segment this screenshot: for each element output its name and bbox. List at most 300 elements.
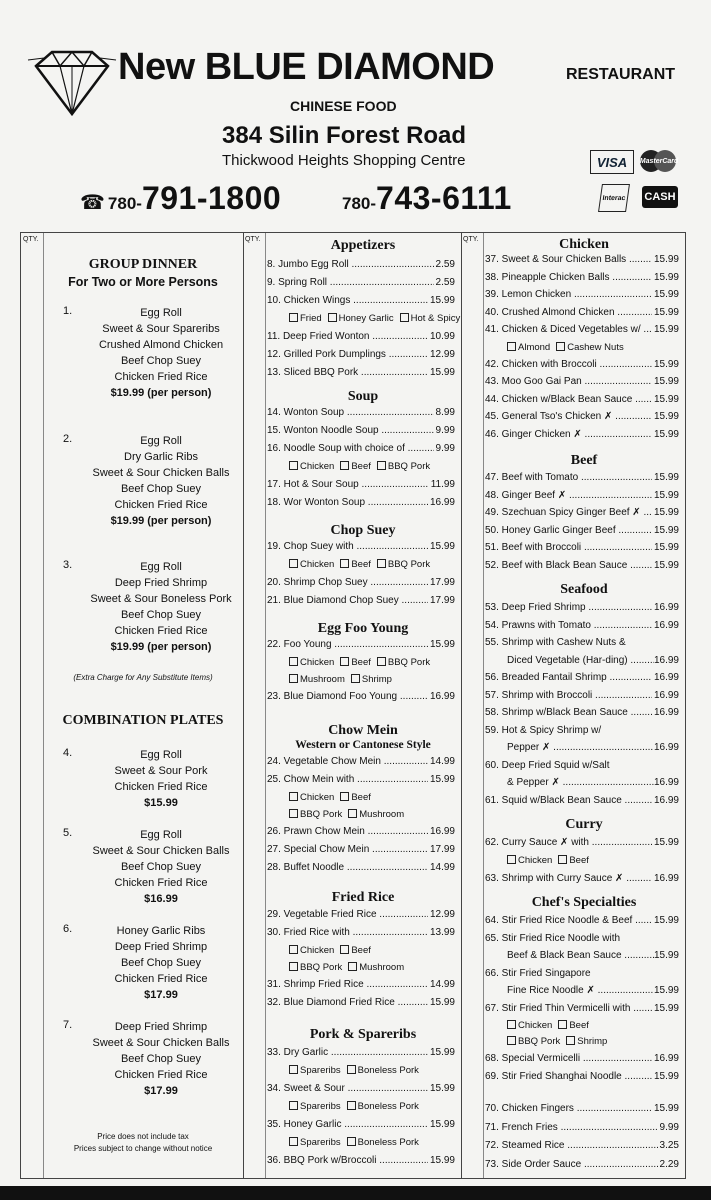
- checkbox-icon[interactable]: [289, 657, 298, 666]
- item-name: 8. Jumbo Egg Roll .....: [267, 257, 434, 273]
- cash-icon: CASH: [642, 186, 678, 208]
- menu-item[interactable]: [485, 488, 679, 504]
- menu-item[interactable]: [267, 593, 455, 609]
- menu-item[interactable]: [267, 860, 455, 876]
- item-price: 15.99: [653, 411, 679, 422]
- item-name: 28. Buffet Noodle .....: [267, 860, 428, 876]
- set-item: Beef Chop Suey: [120, 957, 202, 969]
- menu-item[interactable]: [485, 1069, 679, 1085]
- menu-item[interactable]: [267, 1153, 455, 1169]
- item-name: 13. Sliced BBQ Pork .....: [267, 365, 428, 381]
- menu-item[interactable]: [267, 754, 455, 770]
- checkbox-icon[interactable]: [348, 809, 357, 818]
- set-item: Egg Roll: [140, 561, 182, 573]
- beef-heading: Beef: [570, 453, 598, 468]
- item-name: 24. Vegetable Chow Mein .....: [267, 754, 428, 770]
- menu-item[interactable]: [485, 1138, 679, 1154]
- checkbox-icon[interactable]: [377, 657, 386, 666]
- option-checkboxes: [289, 943, 459, 958]
- restaurant-label: RESTAURANT: [566, 66, 676, 83]
- item-name: 12. Grilled Pork Dumplings .....: [267, 347, 428, 363]
- menu-item-line: [485, 966, 679, 982]
- item-name: 67. Stir Fried Thin Vermicelli with .....: [485, 1001, 652, 1017]
- item-price: 14.99: [429, 756, 455, 767]
- item-name: 41. Chicken & Diced Vegetables w/ .....: [485, 322, 652, 338]
- combination-plate[interactable]: [85, 923, 237, 1003]
- set-item: Beef Chop Suey: [120, 861, 202, 873]
- checkbox-icon[interactable]: [340, 792, 349, 801]
- checkbox-icon[interactable]: [507, 1020, 516, 1029]
- menu-item[interactable]: [485, 523, 679, 539]
- item-price: 13.99: [429, 927, 455, 938]
- option-checkbox[interactable]: Beef: [340, 945, 371, 956]
- item-price: 16.99: [653, 794, 679, 806]
- combination-plate[interactable]: [85, 747, 237, 811]
- item-price: 15.99: [429, 997, 455, 1008]
- menu-item[interactable]: [485, 505, 679, 521]
- set-item: Deep Fried Shrimp: [114, 1021, 208, 1033]
- chop-suey-heading: Chop Suey: [330, 523, 396, 538]
- option-checkbox[interactable]: Chicken: [289, 559, 334, 570]
- item-price: 14.99: [429, 862, 455, 873]
- item-name: 71. French Fries .....: [485, 1120, 658, 1136]
- chefs-specialties-heading: Chef's Specialties: [531, 895, 637, 910]
- item-price: 15.99: [429, 774, 455, 785]
- option-checkboxes: [289, 960, 459, 975]
- option-checkbox[interactable]: Chicken: [289, 945, 334, 956]
- menu-item[interactable]: [267, 365, 455, 381]
- option-checkbox[interactable]: Spareribs: [289, 1101, 341, 1112]
- menu-item[interactable]: [485, 470, 679, 486]
- menu-item[interactable]: [507, 740, 679, 756]
- checkbox-icon[interactable]: [558, 855, 567, 864]
- appetizers-heading: Appetizers: [330, 238, 396, 253]
- menu-item[interactable]: [485, 374, 679, 390]
- group-dinner-set[interactable]: [85, 559, 237, 655]
- item-name: 22. Foo Young .....: [267, 637, 428, 653]
- item-name: 27. Special Chow Mein .....: [267, 842, 428, 858]
- menu-item[interactable]: [267, 995, 455, 1011]
- set-item: Sweet & Sour Chicken Balls: [92, 467, 230, 479]
- option-checkbox[interactable]: Boneless Pork: [347, 1101, 419, 1112]
- checkbox-icon[interactable]: [347, 1137, 356, 1146]
- price-change-note: Prices subject to change without notice: [73, 1144, 213, 1153]
- checkbox-icon[interactable]: [340, 461, 349, 470]
- item-price: 9.99: [435, 425, 455, 436]
- menu-item[interactable]: [267, 477, 455, 493]
- menu-item[interactable]: [267, 293, 455, 309]
- item-number: 2.: [63, 433, 73, 445]
- qty-column: [243, 233, 266, 1178]
- diamond-logo-icon: [26, 48, 118, 118]
- menu-item[interactable]: [267, 637, 455, 653]
- item-price: 16.99: [653, 602, 679, 613]
- checkbox-icon[interactable]: [328, 313, 337, 322]
- phone-1-area: 780-: [107, 194, 142, 213]
- menu-item[interactable]: [267, 329, 455, 345]
- checkbox-icon[interactable]: [377, 559, 386, 568]
- item-price: 16.99: [429, 691, 455, 702]
- menu-item-line: [485, 758, 679, 774]
- item-price: 16.99: [653, 654, 679, 666]
- option-checkboxes: [289, 790, 459, 805]
- option-checkbox[interactable]: Beef: [340, 559, 371, 570]
- item-price: 15.99: [429, 1119, 455, 1130]
- menu-item-line: [485, 723, 679, 739]
- soup-heading: Soup: [347, 389, 379, 404]
- checkbox-icon[interactable]: [558, 1020, 567, 1029]
- item-name: 26. Prawn Chow Mein .....: [267, 824, 428, 840]
- item-price: 15.99: [653, 985, 679, 996]
- phone-1-number: 791-1800: [141, 180, 282, 216]
- item-name: 61. Squid w/Black Bean Sauce .....: [485, 793, 652, 809]
- menu-item[interactable]: [507, 948, 679, 964]
- item-name: 56. Breaded Fantail Shrimp .....: [485, 670, 652, 686]
- option-checkbox[interactable]: Mushroom: [289, 674, 345, 685]
- option-checkbox[interactable]: Beef: [558, 1020, 589, 1031]
- menu-item[interactable]: [267, 495, 455, 511]
- combination-plate[interactable]: [85, 827, 237, 907]
- menu-item[interactable]: [485, 540, 679, 556]
- checkbox-icon[interactable]: [289, 1065, 298, 1074]
- set-item: Dry Garlic Ribs: [124, 451, 198, 463]
- set-item: Beef Chop Suey: [120, 483, 202, 495]
- qty-column: [461, 233, 484, 1178]
- item-number: 4.: [63, 747, 73, 759]
- cuisine-label: CHINESE FOOD: [290, 98, 397, 114]
- menu-body: [20, 232, 686, 1179]
- menu-item[interactable]: [485, 1051, 679, 1067]
- option-checkbox[interactable]: Beef: [558, 855, 589, 866]
- item-name: 19. Chop Suey with .....: [267, 539, 428, 555]
- item-price: 15.99: [653, 915, 679, 926]
- option-checkbox[interactable]: Cashew Nuts: [556, 342, 624, 353]
- option-checkbox[interactable]: BBQ Pork: [289, 962, 342, 973]
- checkbox-icon[interactable]: [289, 1137, 298, 1146]
- option-checkbox[interactable]: Fried: [289, 313, 322, 324]
- set-item: Chicken Fried Rice: [114, 625, 208, 637]
- item-number: 6.: [63, 923, 73, 935]
- seafood-heading: Seafood: [560, 582, 608, 597]
- item-name: 59. Hot & Spicy Shrimp w/: [485, 724, 602, 736]
- item-number: 5.: [63, 827, 73, 839]
- set-item: Honey Garlic Ribs: [116, 925, 206, 937]
- item-name: 33. Dry Garlic .....: [267, 1045, 428, 1061]
- item-name: 32. Blue Diamond Fried Rice .....: [267, 995, 428, 1011]
- chicken-heading: Chicken: [559, 237, 609, 252]
- checkbox-icon[interactable]: [289, 809, 298, 818]
- option-checkbox[interactable]: Shrimp: [566, 1036, 607, 1047]
- option-checkbox[interactable]: Mushroom: [348, 809, 404, 820]
- menu-item[interactable]: [485, 835, 679, 851]
- group-dinner-set[interactable]: [85, 305, 237, 401]
- checkbox-icon[interactable]: [351, 674, 360, 683]
- item-price: 14.99: [429, 979, 455, 990]
- menu-item[interactable]: [267, 925, 455, 941]
- option-checkboxes: [289, 1063, 459, 1078]
- option-checkbox[interactable]: Chicken: [289, 461, 334, 472]
- checkbox-icon[interactable]: [289, 313, 298, 322]
- checkbox-icon[interactable]: [347, 1101, 356, 1110]
- item-price: 15.99: [653, 559, 679, 571]
- item-name: 69. Stir Fried Shanghai Noodle .....: [485, 1069, 652, 1085]
- menu-item[interactable]: [267, 1045, 455, 1061]
- option-checkbox[interactable]: Honey Garlic: [328, 313, 394, 324]
- set-price: $19.99 (per person): [110, 515, 212, 527]
- menu-item[interactable]: [485, 913, 679, 929]
- menu-item[interactable]: [485, 409, 679, 425]
- menu-item[interactable]: [267, 275, 455, 291]
- option-checkbox[interactable]: Spareribs: [289, 1137, 341, 1148]
- checkbox-icon[interactable]: [289, 674, 298, 683]
- menu-item[interactable]: [267, 1081, 455, 1097]
- checkbox-icon[interactable]: [507, 855, 516, 864]
- option-checkbox[interactable]: Shrimp: [351, 674, 392, 685]
- chow-mein-heading: Chow Mein: [328, 723, 398, 738]
- menu-item[interactable]: [267, 824, 455, 840]
- item-name: 47. Beef with Tomato .....: [485, 470, 652, 486]
- option-checkboxes: [289, 459, 459, 474]
- menu-item[interactable]: [485, 287, 679, 303]
- column-group-dinner: [21, 233, 244, 1178]
- item-name: 34. Sweet & Sour .....: [267, 1081, 428, 1097]
- item-price: 15.99: [429, 367, 455, 378]
- item-name: 66. Stir Fried Singapore: [485, 967, 591, 979]
- option-checkbox[interactable]: Spareribs: [289, 1065, 341, 1076]
- item-name: 10. Chicken Wings .....: [267, 293, 428, 309]
- checkbox-icon[interactable]: [340, 559, 349, 568]
- menu-item[interactable]: [485, 871, 679, 887]
- option-checkbox[interactable]: Chicken: [289, 657, 334, 668]
- set-price: $15.99: [144, 797, 178, 809]
- menu-item[interactable]: [485, 1001, 679, 1017]
- option-checkbox[interactable]: BBQ Pork: [507, 1036, 560, 1047]
- item-name: 29. Vegetable Fried Rice .....: [267, 907, 428, 923]
- item-name: Beef & Black Bean Sauce .....: [507, 948, 654, 964]
- option-checkbox[interactable]: BBQ Pork: [377, 559, 430, 570]
- menu-item[interactable]: [507, 983, 679, 999]
- menu-item[interactable]: [267, 575, 455, 591]
- option-checkbox[interactable]: Chicken: [507, 1020, 552, 1031]
- item-price: 8.99: [435, 407, 455, 418]
- item-price: 17.99: [429, 577, 455, 588]
- item-number: 3.: [63, 559, 73, 571]
- option-checkbox[interactable]: Beef: [340, 792, 371, 803]
- set-price: $16.99: [144, 893, 178, 905]
- phone-2[interactable]: [342, 180, 512, 217]
- item-price: 15.99: [653, 324, 679, 335]
- item-price: 2.29: [659, 1158, 679, 1170]
- item-name: 60. Deep Fried Squid w/Salt: [485, 759, 610, 771]
- item-name: 51. Beef with Broccoli .....: [485, 540, 652, 556]
- set-item: Sweet & Sour Spareribs: [102, 323, 220, 335]
- set-price: $17.99: [144, 1085, 178, 1097]
- item-price: 15.99: [429, 541, 455, 552]
- checkbox-icon[interactable]: [289, 461, 298, 470]
- item-name: 42. Chicken with Broccoli .....: [485, 357, 652, 373]
- item-name: 38. Pineapple Chicken Balls .....: [485, 270, 652, 286]
- menu-item[interactable]: [485, 670, 679, 686]
- item-price: 16.99: [653, 742, 679, 753]
- set-item: Deep Fried Shrimp: [114, 577, 208, 589]
- menu-item[interactable]: [485, 1120, 679, 1136]
- set-item: Egg Roll: [140, 829, 182, 841]
- set-item: Chicken Fried Rice: [114, 973, 208, 985]
- option-checkboxes: [289, 672, 459, 687]
- checkbox-icon[interactable]: [289, 792, 298, 801]
- menu-item[interactable]: [267, 772, 455, 788]
- option-checkbox[interactable]: Almond: [507, 342, 550, 353]
- menu-item[interactable]: [485, 618, 679, 634]
- option-checkbox[interactable]: BBQ Pork: [289, 809, 342, 820]
- menu-item[interactable]: [507, 653, 679, 669]
- menu-item[interactable]: [485, 270, 679, 286]
- option-checkbox[interactable]: Chicken: [289, 792, 334, 803]
- menu-item[interactable]: [267, 539, 455, 555]
- checkbox-icon[interactable]: [507, 342, 516, 351]
- set-price: $19.99 (per person): [110, 641, 212, 653]
- checkbox-icon[interactable]: [347, 1065, 356, 1074]
- option-checkbox[interactable]: BBQ Pork: [377, 657, 430, 668]
- option-checkboxes: [289, 1099, 459, 1114]
- phone-1[interactable]: [80, 180, 281, 217]
- checkbox-icon[interactable]: [507, 1036, 516, 1045]
- menu-item[interactable]: [485, 600, 679, 616]
- item-price: 9.99: [659, 1121, 679, 1133]
- set-item: Beef Chop Suey: [120, 355, 202, 367]
- menu-item[interactable]: [485, 305, 679, 321]
- item-name: 16. Noodle Soup with choice of .....: [267, 441, 434, 457]
- set-item: Crushed Almond Chicken: [98, 339, 224, 351]
- menu-item[interactable]: [485, 357, 679, 373]
- option-checkbox[interactable]: Mushroom: [348, 962, 404, 973]
- menu-item[interactable]: [485, 427, 679, 443]
- item-price: 15.99: [653, 254, 679, 265]
- option-checkboxes: [289, 807, 459, 822]
- menu-item[interactable]: [267, 1117, 455, 1133]
- menu-item[interactable]: [267, 423, 455, 439]
- checkbox-icon[interactable]: [566, 1036, 575, 1045]
- menu-item[interactable]: [485, 322, 679, 338]
- item-name: 53. Deep Fried Shrimp .....: [485, 600, 652, 616]
- menu-item[interactable]: [267, 441, 455, 457]
- set-item: Chicken Fried Rice: [114, 1069, 208, 1081]
- group-dinner-subtitle: For Two or More Persons: [68, 275, 218, 289]
- item-price: 15.99: [653, 358, 679, 370]
- tax-note: Price does not include tax: [97, 1132, 189, 1141]
- item-name: 40. Crushed Almond Chicken .....: [485, 305, 652, 321]
- item-name: 70. Chicken Fingers .....: [485, 1101, 652, 1117]
- item-name: 63. Shrimp with Curry Sauce ✗ .....: [485, 871, 652, 887]
- set-item: Chicken Fried Rice: [114, 371, 208, 383]
- item-price: 16.99: [653, 619, 679, 631]
- menu-item[interactable]: [267, 347, 455, 363]
- menu-item[interactable]: [485, 793, 679, 809]
- menu-item[interactable]: [485, 705, 679, 721]
- menu-item[interactable]: [267, 842, 455, 858]
- menu-item[interactable]: [507, 775, 679, 791]
- menu-item[interactable]: [485, 1157, 679, 1173]
- item-name: 23. Blue Diamond Foo Young .....: [267, 689, 428, 705]
- item-price: 2.59: [435, 277, 455, 288]
- chow-mein-subtitle: Western or Cantonese Style: [295, 739, 431, 751]
- menu-item[interactable]: [485, 688, 679, 704]
- item-price: 16.99: [653, 672, 679, 683]
- item-price: 15.99: [653, 1103, 679, 1114]
- item-name: 43. Moo Goo Gai Pan .....: [485, 374, 652, 390]
- checkbox-icon[interactable]: [348, 962, 357, 971]
- checkbox-icon[interactable]: [289, 962, 298, 971]
- checkbox-icon[interactable]: [289, 945, 298, 954]
- option-checkbox[interactable]: Chicken: [507, 855, 552, 866]
- menu-item[interactable]: [267, 405, 455, 421]
- option-checkbox[interactable]: Hot & Spicy: [400, 313, 461, 324]
- item-name: 57. Shrimp with Broccoli .....: [485, 688, 652, 704]
- substitute-note: (Extra Charge for Any Substitute Items): [73, 673, 213, 682]
- item-price: 16.99: [653, 707, 679, 718]
- qty-label: QTY.: [245, 236, 261, 243]
- checkbox-icon[interactable]: [289, 1101, 298, 1110]
- option-checkbox[interactable]: Beef: [340, 461, 371, 472]
- menu-item[interactable]: [267, 257, 455, 273]
- menu-item[interactable]: [485, 1101, 679, 1117]
- menu-item[interactable]: [267, 689, 455, 705]
- phone-2-number: 743-6111: [376, 180, 512, 216]
- item-price: 12.99: [429, 349, 455, 360]
- item-name: 58. Shrimp w/Black Bean Sauce .....: [485, 705, 652, 721]
- set-item: Egg Roll: [140, 307, 182, 319]
- item-price: 12.99: [429, 909, 455, 920]
- item-price: 17.99: [429, 844, 455, 855]
- item-price: 17.99: [429, 595, 455, 606]
- item-name: 55. Shrimp with Cashew Nuts &: [485, 637, 626, 648]
- restaurant-name: New BLUE DIAMOND: [118, 46, 495, 88]
- combination-plate[interactable]: [85, 1019, 237, 1099]
- item-price: 16.99: [653, 777, 679, 788]
- menu-item[interactable]: [267, 977, 455, 993]
- option-checkbox[interactable]: Boneless Pork: [347, 1137, 419, 1148]
- item-name: 35. Honey Garlic .....: [267, 1117, 428, 1133]
- checkbox-icon[interactable]: [400, 313, 409, 322]
- fried-rice-heading: Fried Rice: [331, 890, 395, 905]
- group-dinner-set[interactable]: [85, 433, 237, 529]
- item-price: 11.99: [430, 479, 455, 490]
- option-checkbox[interactable]: BBQ Pork: [377, 461, 430, 472]
- set-item: Sweet & Sour Chicken Balls: [92, 1037, 230, 1049]
- item-price: 16.99: [429, 497, 455, 508]
- item-name: 25. Chow Mein with .....: [267, 772, 428, 788]
- phone-numbers: [80, 180, 560, 220]
- checkbox-icon[interactable]: [340, 657, 349, 666]
- option-checkbox[interactable]: Boneless Pork: [347, 1065, 419, 1076]
- checkbox-icon[interactable]: [556, 342, 565, 351]
- menu-item-line: [485, 635, 679, 651]
- checkbox-icon[interactable]: [377, 461, 386, 470]
- checkbox-icon[interactable]: [289, 559, 298, 568]
- menu-item[interactable]: [485, 252, 679, 268]
- interac-icon: Interac: [598, 184, 630, 212]
- menu-item[interactable]: [485, 392, 679, 408]
- option-checkbox[interactable]: Beef: [340, 657, 371, 668]
- item-price: 3.25: [659, 1140, 679, 1151]
- item-price: 2.59: [435, 259, 455, 270]
- menu-item[interactable]: [267, 907, 455, 923]
- item-name: 49. Szechuan Spicy Ginger Beef ✗ .....: [485, 505, 652, 521]
- set-price: $19.99 (per person): [110, 387, 212, 399]
- menu-item[interactable]: [485, 558, 679, 574]
- checkbox-icon[interactable]: [340, 945, 349, 954]
- item-price: 10.99: [429, 331, 455, 342]
